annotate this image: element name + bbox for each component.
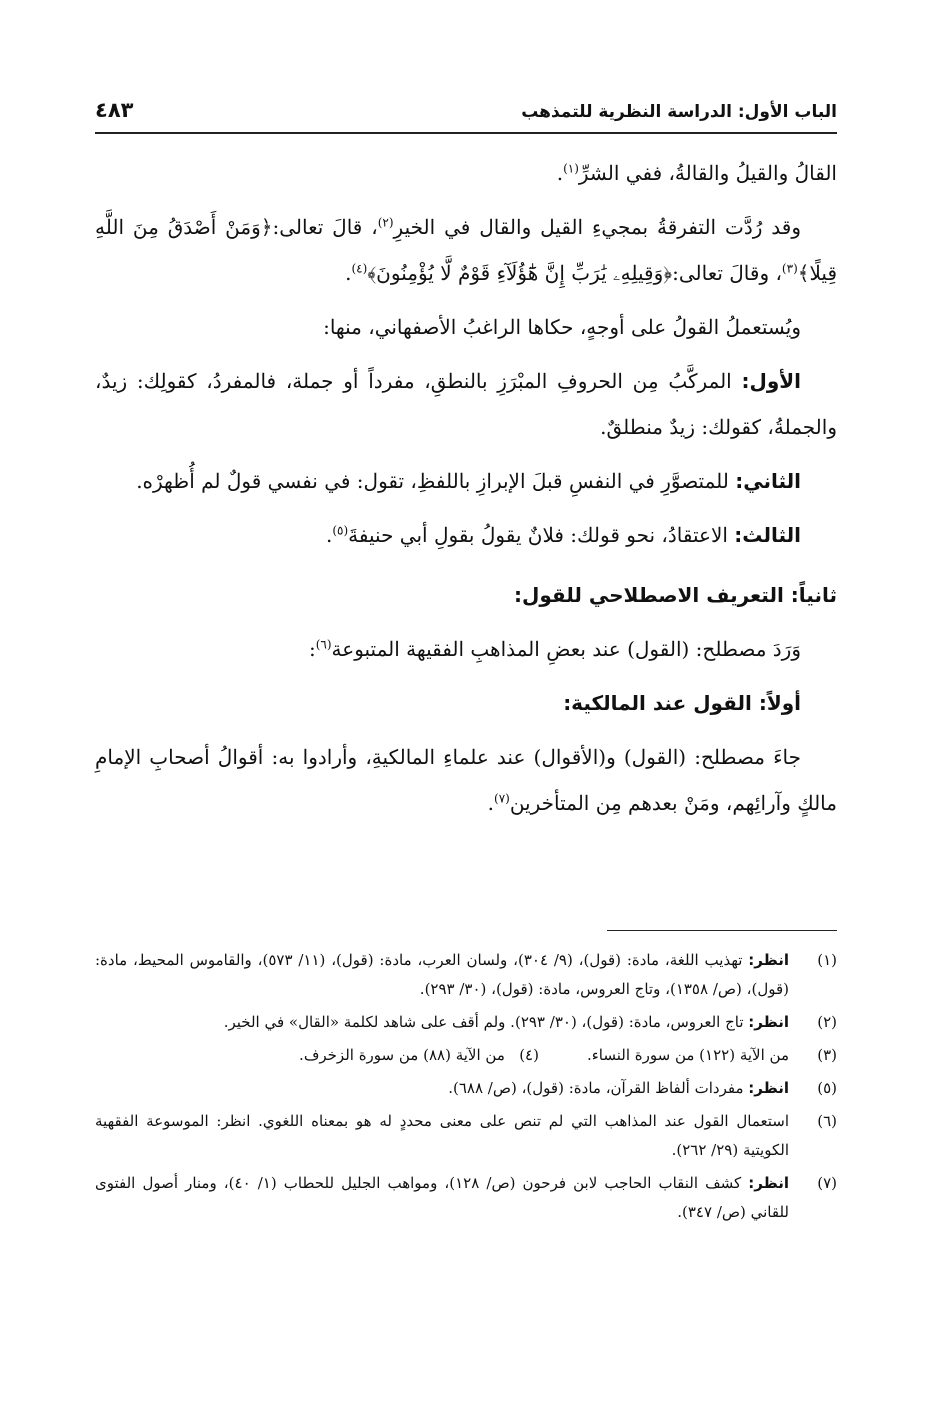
paragraph-2: وقد رُدَّت التفرقةُ بمجيءِ القيل والقال في الخيرِ$^{(٢)}$، قالَ تعالى:﴿وَمَنْ أَصْدَقُ مِنَ اللَّهِ قِيلًا﴾$^{(٣)}$، وقالَ تعالى:﴿وَقِيلِهِۦ يَٰرَبِّ إِنَّ هَٰٓؤُلَآءِ قَوْمٌ لَّا يُؤْمِنُونَ﴾$^{(٤)}$.	[95, 215, 837, 285]
heading-secondly: ثانياً: التعريف الاصطلاحي للقول:	[513, 583, 837, 607]
page-number: ٤٨٣	[95, 98, 134, 122]
footnote-separator	[607, 930, 837, 931]
main-text	[95, 150, 837, 834]
footnote-ref-2: (٢)	[377, 215, 394, 230]
quran-verse-2: ﴿وَقِيلِهِۦ يَٰرَبِّ إِنَّ هَٰٓؤُلَآءِ قَوْمٌ لَّا يُؤْمِنُونَ﴾	[367, 261, 673, 285]
paragraph-8: جاءَ مصطلح: (القول) و(الأقوال) عند علماءِ المالكيةِ، وأرادوا به: أقوالُ أصحابِ الإمامِ مالكٍ وآرائِهم، ومَنْ بعدهم مِن المتأخرين$^{(٧)}$.	[95, 745, 837, 815]
running-title: الباب الأول: الدراسة النظرية للتمذهب	[521, 102, 837, 122]
label-second: الثاني:	[735, 469, 801, 493]
footnote-ref-4: (٤)	[351, 261, 368, 276]
paragraph-3: ويُستعملُ القولُ على أوجهٍ، حكاها الراغبُ الأصفهاني، منها:	[323, 315, 801, 339]
footnote-3-4: (٣) من الآية (١٢٢) من سورة النساء.(٤) من الآية (٨٨) من سورة الزخرف.	[299, 1046, 837, 1064]
running-header	[95, 96, 837, 134]
paragraph-4: الأول: المركَّبُ مِن الحروفِ المبْرَزِ بالنطقِ، مفرداً أو جملة، فالمفردُ، كقولِك: زيدٌ، والجملةُ، كقولك: زيدٌ منطلقٌ.	[95, 369, 837, 439]
footnote-2: (٢) انظر: تاج العروس، مادة: (قول)، (٣٠/ ٢٩٣). ولم أقف على شاهد لكلمة «القال» في الخير.	[223, 1013, 837, 1031]
footnote-ref-6: (٦)	[315, 637, 332, 652]
footnote-ref-7: (٧)	[494, 791, 510, 806]
paragraph-6: الثالث: الاعتقادُ، نحو قولك: فلانٌ يقولُ بقولِ أبي حنيفةَ$^{(٥)}$.	[325, 523, 801, 547]
footnote-1: (١) انظر: تهذيب اللغة، مادة: (قول)، (٩/ ٣٠٤)، ولسان العرب، مادة: (قول)، (١١/ ٥٧٣)، والقاموس المحيط، مادة: (قول)، (ص/ ١٣٥٨)، وتاج العروس، مادة: (قول)، (٣٠/ ٢٩٣).	[95, 951, 837, 998]
quran-verse-1: ﴿وَمَنْ أَصْدَقُ مِنَ اللَّهِ قِيلًا﴾	[95, 215, 837, 285]
footnote-5: (٥) انظر: مفردات ألفاظ القرآن، مادة: (قول)، (ص/ ٦٨٨).	[448, 1079, 837, 1097]
paragraph-7: وَرَدَ مصطلح: (القول) عند بعضِ المذاهبِ الفقيهة المتبوعة$^{(٦)}$:	[308, 637, 801, 661]
footnote-ref-1: (١)	[563, 161, 579, 176]
footnotes	[95, 946, 837, 1231]
label-third: الثالث:	[734, 523, 801, 547]
footnote-7: (٧) انظر: كشف النقاب الحاجب لابن فرحون (ص/ ١٢٨)، ومواهب الجليل للحطاب (١/ ٤٠)، ومنار أصول الفتوى للقاني (ص/ ٣٤٧).	[95, 1174, 837, 1221]
paragraph-1: القالُ والقيلُ والقالةُ، ففي الشرِّ$^{(١)}$.	[556, 161, 837, 185]
heading-firstly: أولاً: القول عند المالكية:	[563, 691, 801, 715]
footnote-ref-5: (٥)	[332, 523, 349, 538]
footnote-ref-3: (٣)	[781, 261, 798, 276]
footnote-6: (٦) استعمال القول عند المذاهب التي لم تنص على معنى محددٍ له هو بمعناه اللغوي. انظر: الموسوعة الفقهية الكويتية (٢٩/ ٢٦٢).	[95, 1112, 837, 1159]
label-first: الأول:	[741, 369, 802, 393]
paragraph-5: الثاني: للمتصوَّرِ في النفسِ قبلَ الإبرازِ باللفظِ، تقول: في نفسي قولٌ لم أُظهرْه.	[136, 469, 801, 493]
